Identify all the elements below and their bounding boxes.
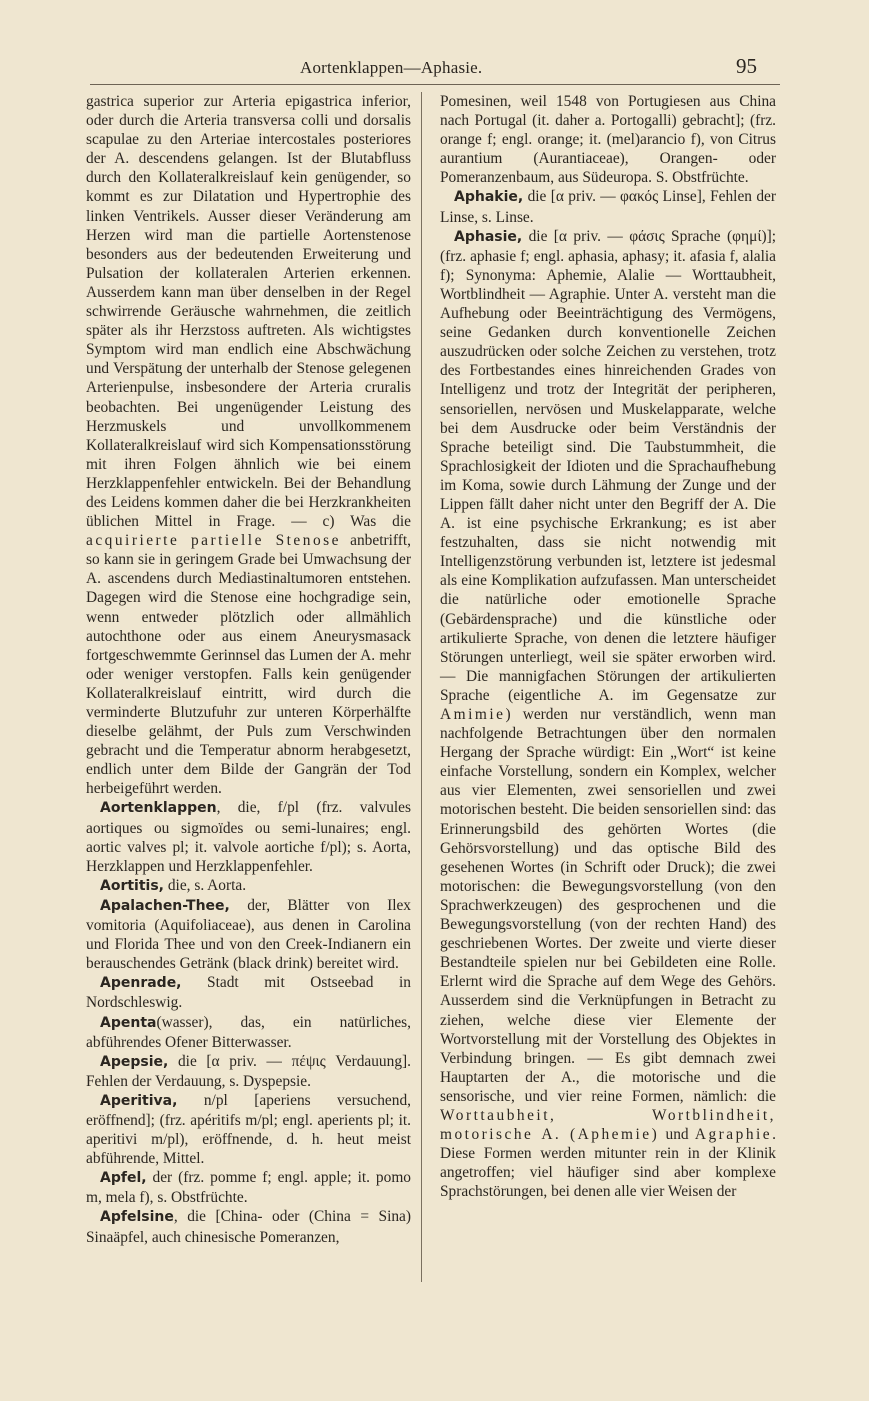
entry-text: die, s. Aorta. bbox=[164, 876, 247, 894]
entry-text: Stadt mit Ostseebad in Nordschleswig. bbox=[86, 974, 411, 1012]
entry-text-2: ) werden nur verständlich, wenn man nachfolgende Betrachtungen über den normalen Hergang der Sprache würdigt: Ein „Wort“ ist keine einfache Vorstellung, sondern ein Komplex, welcher aus vier Elementen, zwei sensoriellen und zwei motorischen besteht. Die beiden sensoriellen sind: das Erinnerungsbild des gehörten Wortes (die Gehörsvorstellung) und das optische Bild des gesehenen Wortes (in Schrift oder Druck); die zwei motorischen: die Bewegungsvorstellung (von den Sprachwerkzeugen) des gesprochenen und die Bewegungsvorstellung (von der rechten Hand) des geschriebenen Wortes. Der zweite und vierte dieser Bestandteile spielen nur bei Gebildeten eine Rolle. Erlernt wird die Sprache auf dem Wege des Gehörs. Ausserdem sind die Verknüpfungen in Betracht zu ziehen, welche diese vier Elemente der Wortvorstellung mit der Vorstellung des Objektes in Verbindung bringen. — Es gibt demnach zwei Hauptarten der A., die motorische und die sensorische, und vier reine Formen, nämlich: die bbox=[440, 706, 776, 1105]
page-title: Aortenklappen—Aphasie. bbox=[300, 58, 483, 77]
left-column bbox=[86, 92, 411, 1247]
entry-text: (wasser), das, ein natürliches, abführendes Ofener Bitterwasser. bbox=[86, 1013, 411, 1051]
lemma: Aphasie, bbox=[454, 228, 523, 245]
entry-aphakie bbox=[440, 187, 776, 226]
lemma: Apfelsine bbox=[100, 1209, 174, 1226]
entry-text: , die, f/pl (frz. valvules aortiques ou sigmoïdes ou semi-lunaires; engl. aortic valves pl; it. valvole aortiche f/pl); s. Aorta, Herzklappen und Herzklappenfehler. bbox=[86, 799, 411, 875]
column-divider bbox=[421, 92, 422, 1282]
lemma: Aortitis, bbox=[100, 877, 164, 894]
entry-text-3: und bbox=[659, 1126, 689, 1144]
entry-aperitiva bbox=[86, 1091, 411, 1168]
entry-text: n/pl [aperiens versuchend, eröffnend]; (frz. apéritifs m/pl; engl. aperients pl; it. aperitivi m/pl), eröffnende, d. h. heut meist abführende, Mittel. bbox=[86, 1091, 411, 1168]
entry-apepsie bbox=[86, 1052, 411, 1091]
spaced-term-agraphie: Agraphie bbox=[694, 1126, 773, 1144]
entry-text-4: . Diese Formen werden mitunter rein in der Klinik angetroffen; viel häufiger sind aber komplexe Sprachstörungen, bei denen alle vier Weisen der bbox=[440, 1126, 776, 1201]
entry-text: der (frz. pomme f; engl. apple; it. pomo m, mela f), s. Obstfrüchte. bbox=[86, 1169, 411, 1207]
spaced-term: acquirierte partielle Stenose bbox=[86, 532, 341, 550]
header-rule bbox=[90, 84, 780, 85]
lemma: Apfel, bbox=[100, 1170, 147, 1187]
entry-text-1: die [α priv. — φάσις Sprache (φημί)]; (frz. aphasie f; engl. aphasia, aphasy; it. afasia f, alalia f); Synonyma: Aphemie, Alalie — Worttaubheit, Wortblindheit — Agraphie. Unter A. versteht man die Aufhebung oder Beeinträchtigung des Vermögens, seine Gedanken durch konventionelle Zeichen auszudrücken oder solche Zeichen zu verstehen, trotz des Fortbestandes eines hinreichenden Grades von Intelligenz und trotz der Integrität der peripheren, sensoriellen, nervösen und Muskelapparate, welche bei dem Ausdrucke oder beim Verständnis der Sprache beteiligt sind. Die Taubstummheit, die Sprachlosigkeit der Idioten und die Sprachaufhebung im Koma, sowie durch Lähmung der Zunge und der Lippen fällt daher nicht unter den Begriff der A. Die A. ist eine psychische Erkrankung; es ist aber festzuhalten, dass sie nicht notwendig mit Intelligenzstörung verbunden ist, letztere ist jedesmal als eine Komplikation aufzufassen. Man unterscheidet die natürliche oder emotionelle Sprache (Gebärdensprache) und die künstliche oder artikulierte Sprache, von denen die letztere häufiger Störungen unterliegt, weil sie später erworben wird. — Die mannigfachen Störungen der artikulierten Sprache (eigentliche A. im Gegensatze zur bbox=[440, 227, 776, 704]
lemma: Apenta bbox=[100, 1014, 157, 1031]
continued-paragraph: Pomesinen, weil 1548 von Portugiesen aus China nach Portugal (it. daher a. Portogalli) gebracht]; (frz. orange f; engl. orange; it. (mel)arancio f), von Citrus aurantium (Aurantiaceae), Orangen- oder Pomeranzenbaum, aus Südeuropa. S. Obstfrüchte. bbox=[440, 93, 776, 187]
entry-apalachen-thee bbox=[86, 896, 411, 973]
entry-text: , die [China- oder (China = Sina) Sinaäpfel, auch chinesische Pomeranzen, bbox=[86, 1208, 411, 1246]
entry-text: der, Blätter von Ilex vomitoria (Aquifoliaceae), aus denen in Carolina und Florida Thee und von den Creek-Indianern ein berauschendes Getränk (black drink) bereitet wird. bbox=[86, 896, 411, 973]
entry-apfelsine bbox=[86, 1207, 411, 1246]
lemma: Apenrade, bbox=[100, 975, 182, 992]
spaced-term-forms: Worttaubheit, Wortblindheit, motorische A. (Aphemie) bbox=[440, 1106, 776, 1144]
lemma: Aphakie, bbox=[454, 189, 524, 206]
lemma: Apalachen-Thee, bbox=[100, 897, 230, 914]
page-number: 95 bbox=[736, 54, 757, 78]
lemma: Apepsie, bbox=[100, 1053, 169, 1070]
entry-aortitis bbox=[86, 876, 411, 896]
right-column bbox=[440, 92, 776, 1201]
entry-text: die [α priv. — πέψις Verdauung]. Fehlen der Verdauung, s. Dyspepsie. bbox=[86, 1052, 411, 1090]
lemma: Aortenklappen bbox=[100, 800, 217, 817]
continued-text-2: anbetrifft, so kann sie in geringem Grade bei Umwachsung der A. ascendens durch Mediastinaltumoren entstehen. Dagegen wird die Stenose eine hochgradige sein, wenn entweder plötzlich oder allmählich autochthone oder aus einem Aneurysmasack fortgeschwemmte Gerinnsel das Lumen der A. mehr oder weniger verstopfen. Falls kein genügender Kollateralkreislauf eintritt, wird durch die verminderte Blutzufuhr zur unteren Körperhälfte dieselbe gelähmt, der Puls zum Verschwinden gebracht und die Temperatur abnorm herabgesetzt, endlich unter dem Bilde der Gangrän der Tod herbeigeführt werden. bbox=[86, 532, 411, 798]
entry-text: die [α priv. — φακός Linse], Fehlen der Linse, s. Linse. bbox=[440, 188, 776, 226]
spaced-term-amimie: Amimie bbox=[440, 706, 506, 723]
entry-apfel bbox=[86, 1168, 411, 1207]
continued-text-1: gastrica superior zur Arteria epigastrica inferior, oder durch die Arteria transversa colli und dorsalis scapulae zu den Arteriae intercostales posteriores der A. descendens gelangen. Ist der Blutabfluss durch den Kollateralkreislauf kein genügender, so kommt es zur Dilatation und Hypertrophie des linken Ventrikels. Ausser dieser Veränderung am Herzen wird man die partielle Aortenstenose besonders aus der bedeutenden Erweiterung und Pulsation der kollateralen Arterien erkennen. Ausserdem kann man über denselben in der Regel schwirrende Geräusche wahrnehmen, die zeitlich später als ihr Herzstoss auftreten. Als wichtigstes Symptom wird man endlich eine Abschwächung und Verspätung der unterhalb der Stenose gelegenen Arterienpulse, insbesondere der Arteria cruralis beobachten. Bei ungenügender Leistung des Herzmuskels und unvollkommenem Kollateralkreislauf wird sich Kompensationsstörung mit ihren Folgen ähnlich wie bei einem Herzklappenfehler entwickeln. Bei der Behandlung des Leidens kommen daher die bei Herzkrankheiten üblichen Mittel in Frage. — c) Was die bbox=[86, 93, 411, 531]
entry-aortenklappen bbox=[86, 798, 411, 875]
entry-aphasie bbox=[440, 227, 776, 1202]
continued-paragraph bbox=[86, 92, 411, 798]
entry-apenrade bbox=[86, 973, 411, 1012]
entry-apenta bbox=[86, 1013, 411, 1052]
lemma: Aperitiva, bbox=[100, 1092, 178, 1109]
running-head bbox=[0, 54, 869, 82]
